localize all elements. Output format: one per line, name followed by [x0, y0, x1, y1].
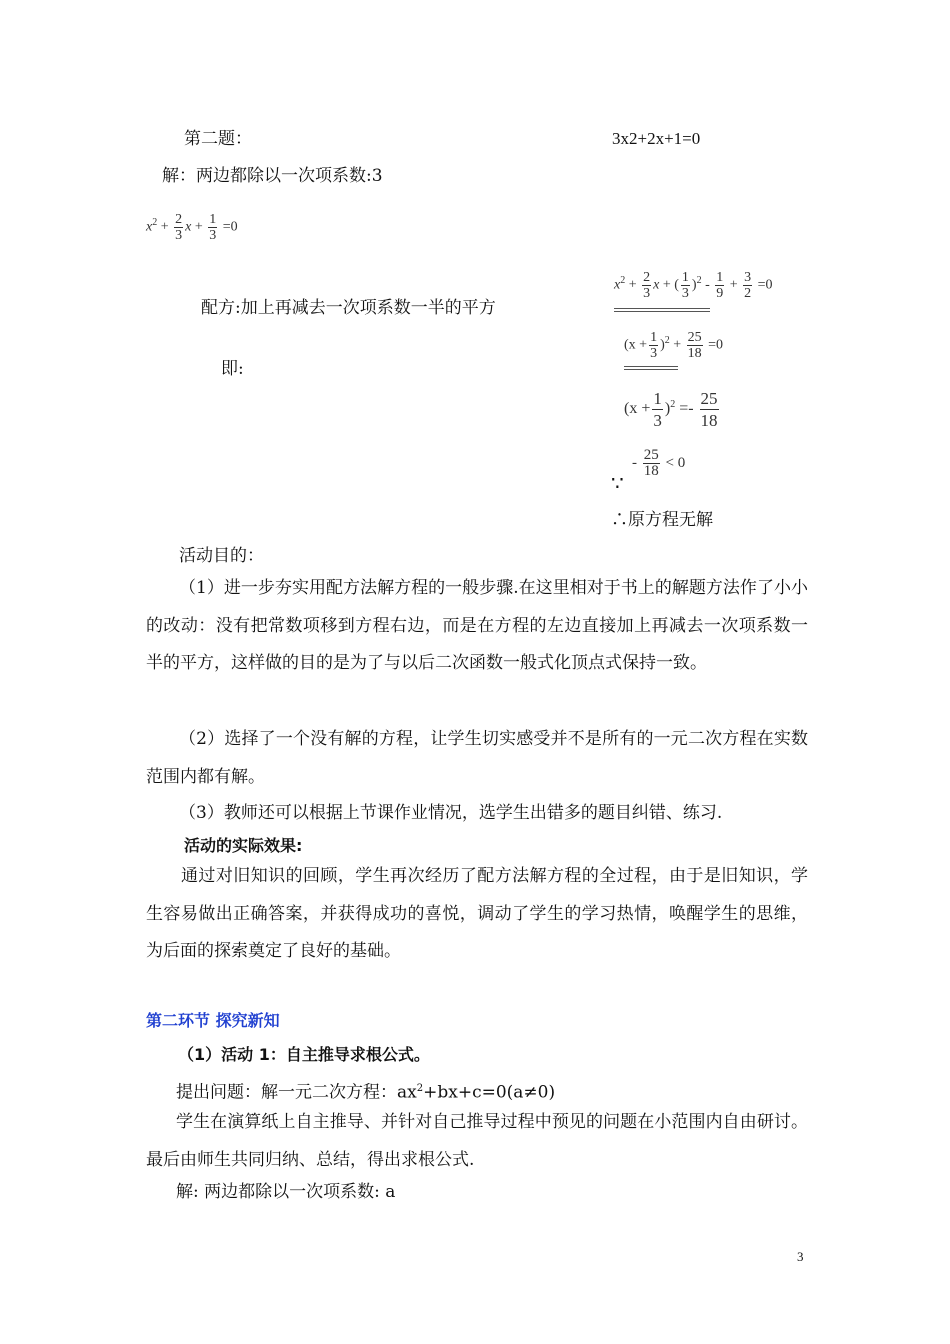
therefore-text: ∴原方程无解 [611, 510, 713, 530]
ji-expression-2: (x + $\frac{1}{3}$ )$^2$ =- $\frac{25}{18}$ [624, 389, 718, 430]
purpose-paragraph-2: （2）选择了一个没有解的方程，让学生切实感受并不是所有的一元二次方程在实数范围内都有解。 [146, 729, 808, 787]
ji-expression-1: (x + $\frac{1}{3}$ )$^2$ + $\frac{25}{18}$ =0 [624, 330, 724, 361]
purpose-paragraph-1: （1）进一步夯实用配方法解方程的一般步骤.在这里相对于书上的解题方法作了小小的改动：没有把常数项移到方程右边，而是在方程的左边直接加上再减去一次项系数一半的平方，这样做的目的是为了与以后二次函数一般式化顶点式保持一致。 [146, 578, 808, 673]
page-number: 3 [797, 1249, 804, 1264]
underline-double [624, 366, 678, 370]
section-heading: 第二环节 探究新知 [146, 1011, 280, 1030]
section-solution: 解: 两边都除以一次项系数: a [176, 1182, 396, 1202]
underline-double [614, 308, 710, 312]
equation-divided: $x^2$ + $\frac{2}{3}$ x + $\frac{1}{3}$ =0 [146, 212, 238, 243]
effect-title: 活动的实际效果: [184, 836, 303, 855]
completing-expression: $x^2$ + $\frac{2}{3}$ x + ( $\frac{1}{3}$ )$^2$ - $\frac{1}{9}$ + $\frac{3}{2}$ =0 [614, 270, 773, 301]
because-symbol: ∵ [611, 471, 624, 495]
solution-intro: 解：两边都除以一次项系数:3 [162, 166, 383, 186]
problem-equation: 3x2+2x+1=0 [612, 129, 701, 148]
problem-label: 第二题： [184, 129, 252, 149]
because-expression: - $\frac{25}{18}$ < 0 [632, 447, 686, 479]
section-paragraph: 学生在演算纸上自主推导、并针对自己推导过程中预见的问题在小范围内自由研讨。最后由师生共同归纳、总结，得出求根公式. [146, 1112, 808, 1170]
purpose-title: 活动目的： [179, 546, 264, 566]
effect-paragraph: 通过对旧知识的回顾，学生再次经历了配方法解方程的全过程，由于是旧知识，学生容易做出正确答案，并获得成功的喜悦，调动了学生的学习热情，唤醒学生的思维，为后面的探索奠定了良好的基础。 [146, 866, 808, 961]
question-text: 提出问题：解一元二次方程：$ax^2+bx+c=0(a\ne 0)$ [176, 1082, 556, 1103]
purpose-paragraph-3: （3）教师还可以根据上节课作业情况，选学生出错多的题目纠错、练习. [179, 803, 723, 823]
activity-title: （1）活动 1：自主推导求根公式。 [178, 1045, 430, 1064]
completing-label: 配方:加上再减去一次项系数一半的平方 [201, 298, 496, 318]
ji-label: 即: [221, 359, 244, 379]
